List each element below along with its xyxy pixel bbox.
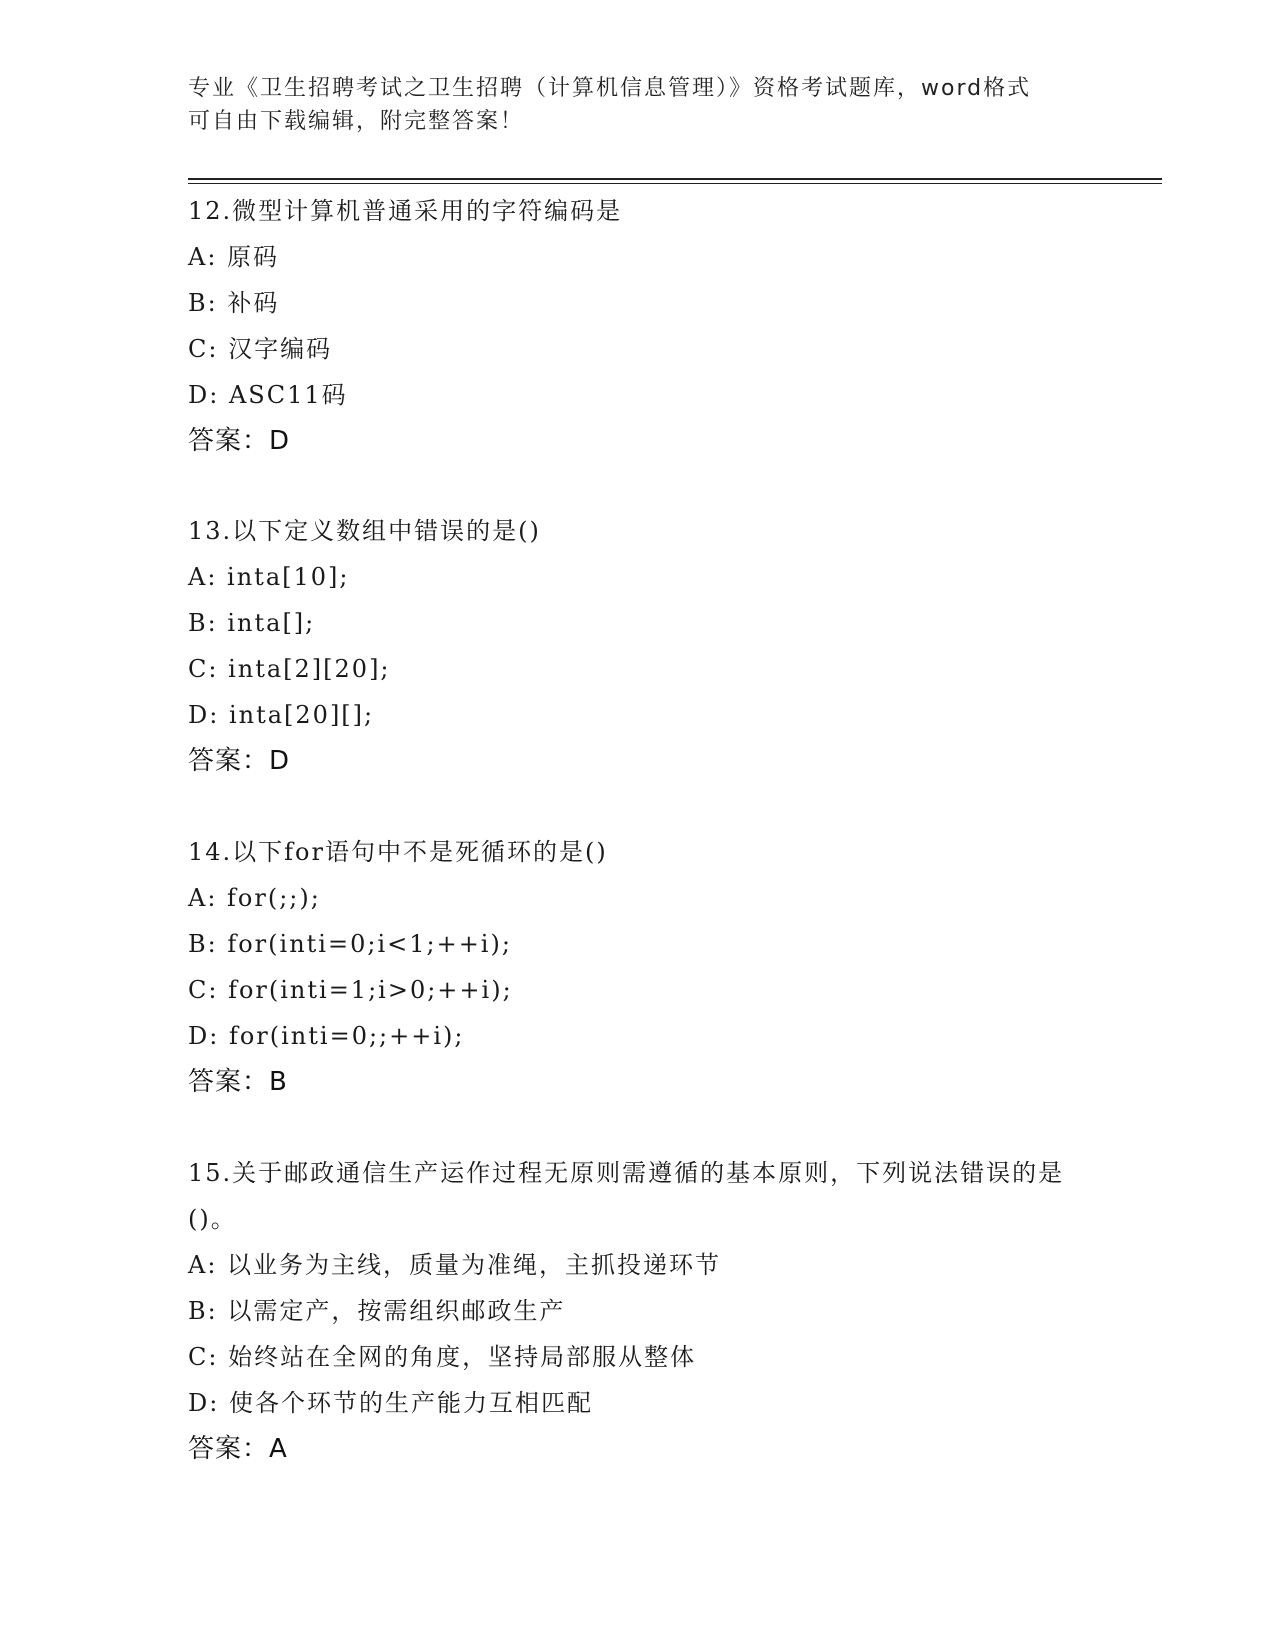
answer: 答案：D [188, 426, 291, 456]
answer: 答案：B [188, 1067, 288, 1097]
option-b: B: 以需定产，按需组织邮政生产 [188, 1297, 566, 1325]
option-a: A: inta[10]; [188, 563, 350, 591]
header-line-1: 专业《卫生招聘考试之卫生招聘（计算机信息管理）》资格考试题库，word格式 [188, 76, 1032, 101]
option-d: D: for(inti=0;;++i); [188, 1022, 465, 1050]
option-c: C: 汉字编码 [188, 335, 333, 363]
question-stem: 15.关于邮政通信生产运作过程无原则需遵循的基本原则，下列说法错误的是()。 [188, 1159, 1065, 1233]
document-header [188, 72, 1088, 138]
header-divider-thick [188, 178, 1162, 180]
header-line-2: 可自由下载编辑，附完整答案！ [188, 109, 525, 134]
header-divider-thin [188, 183, 1162, 184]
option-b: B: inta[]; [188, 609, 316, 637]
option-c: C: 始终站在全网的角度，坚持局部服从整体 [188, 1343, 697, 1371]
option-b: B: for(inti=0;i<1;++i); [188, 930, 512, 958]
option-d: D: ASC11码 [188, 381, 348, 409]
question-14 [188, 829, 1088, 1105]
question-stem: 12.微型计算机普通采用的字符编码是 [188, 197, 623, 225]
question-15 [188, 1150, 1088, 1472]
question-12 [188, 188, 1088, 464]
option-a: A: 以业务为主线，质量为准绳，主抓投递环节 [188, 1251, 722, 1279]
option-c: C: for(inti=1;i>0;++i); [188, 976, 513, 1004]
answer: 答案：A [188, 1434, 288, 1464]
option-b: B: 补码 [188, 289, 280, 317]
option-c: C: inta[2][20]; [188, 655, 391, 683]
question-13 [188, 508, 1088, 784]
option-d: D: 使各个环节的生产能力互相匹配 [188, 1389, 593, 1417]
question-stem: 13.以下定义数组中错误的是() [188, 517, 541, 545]
option-d: D: inta[20][]; [188, 701, 375, 729]
option-a: A: 原码 [188, 243, 280, 271]
question-stem: 14.以下for语句中不是死循环的是() [188, 838, 608, 866]
option-a: A: for(;;); [188, 884, 321, 912]
answer: 答案：D [188, 746, 291, 776]
